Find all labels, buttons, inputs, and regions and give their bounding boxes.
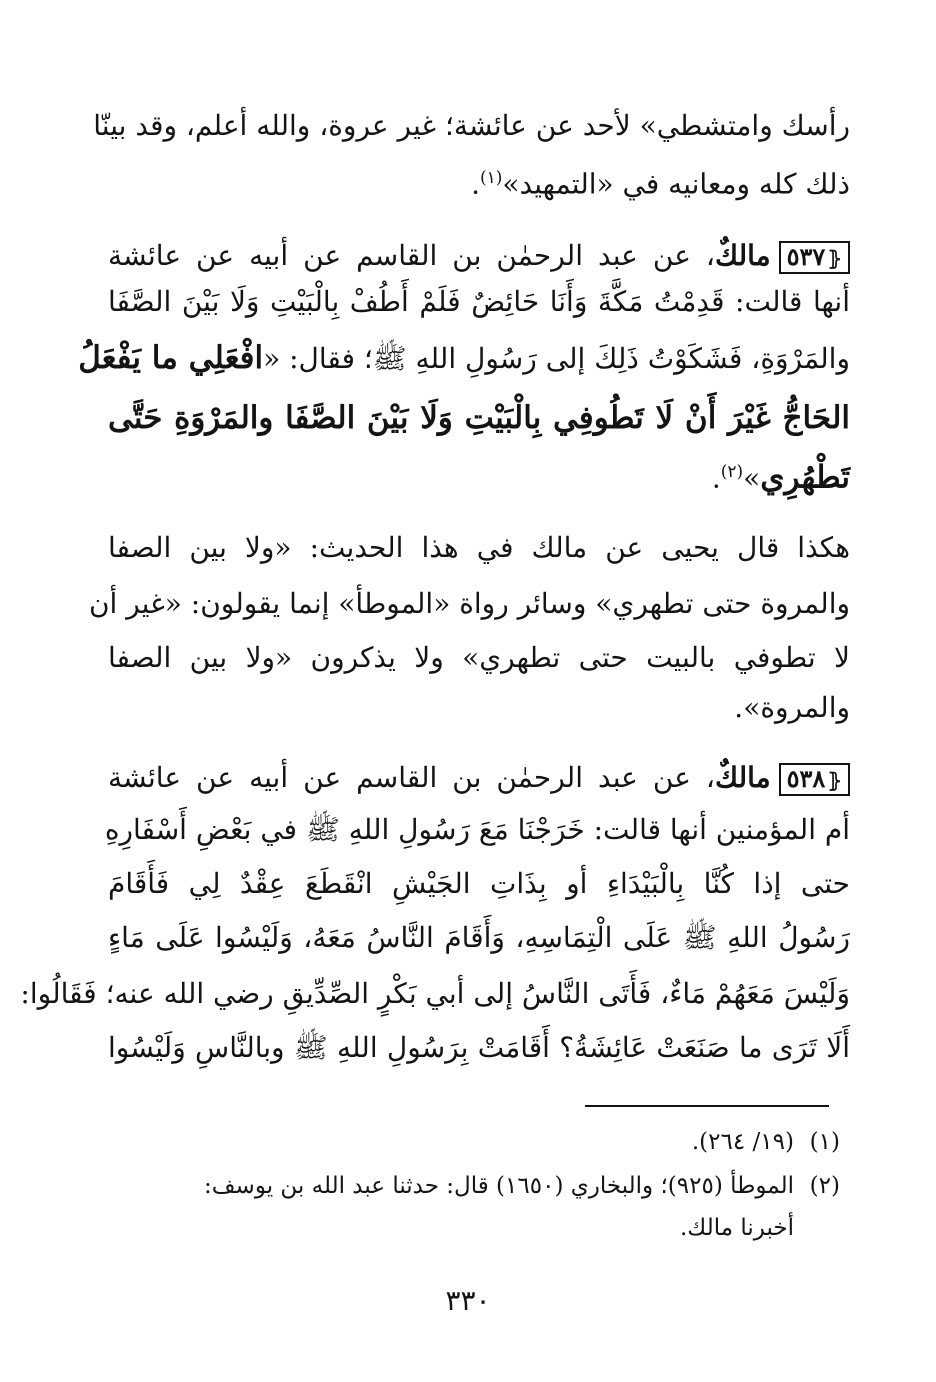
text-line: لا تطوفي بالبيت حتى تطهري» ولا يذكرون «ولا بين الصفا: [108, 641, 850, 674]
text-span: ذلك كله ومعانيه في «التمهيد»: [502, 167, 850, 201]
text-line: رَسُولُ اللهِ ﷺ عَلَى الْتِمَاسِهِ، وَأَقَامَ النَّاسُ مَعَهُ، وَلَيْسُوا عَلَى مَاءٍ: [108, 921, 850, 954]
hadith-text-bold-line: الحَاجُّ غَيْرَ أَنْ لَا تَطُوفِي بِالْبَيْتِ وَلَا بَيْنَ الصَّفَا والمَرْوَةِ حَتَّى: [108, 400, 850, 436]
text-line: وَلَيْسَ مَعَهُمْ مَاءٌ، فَأَتَى النَّاسُ إلى أبي بَكْرٍ الصِّدِّيقِ رضي الله عنه؛ فَقَالُوا:: [20, 977, 850, 1010]
footnote-2: [104, 1166, 840, 1206]
text-span: »: [743, 461, 761, 495]
hadith-text-bold: تَطْهُرِي: [760, 459, 850, 496]
text-line: أنها قالت: قَدِمْتُ مَكَّةَ وَأَنَا حَائِضٌ فَلَمْ أَطُفْ بِالْبَيْتِ وَلَا بَيْنَ الصَّفَا: [108, 285, 850, 318]
text-span: .: [471, 167, 480, 201]
footnote-text: (١٩/ ٢٦٤).: [691, 1129, 794, 1155]
text-span: والمَرْوَةِ، فَشَكَوْتُ ذَلِكَ إلى رَسُولِ اللهِ ﷺ؛ فقال: «: [263, 342, 850, 375]
footnote-ref: (٢): [720, 462, 744, 482]
text-line: [108, 444, 850, 500]
hadith-number-box: ⦃ ٥٣٧: [779, 241, 850, 274]
text-line: رأسك وامتشطي» لأحد عن عائشة؛ غير عروة، والله أعلم، وقد بينّا: [93, 109, 850, 142]
hadith-538-line: [108, 750, 850, 806]
text-line: هكذا قال يحيى عن مالك في هذا الحديث: «ولا بين الصفا: [108, 531, 850, 564]
footnote-1: [104, 1122, 840, 1162]
text-line: [108, 150, 850, 206]
text-line: والمروة حتى تطهري» وسائر رواة «الموطأ» إنما يقولون: «غير أن: [88, 587, 850, 620]
text-line: والمروة».: [734, 691, 850, 724]
text-line: أَلَا تَرَى ما صَنَعَتْ عَائِشَةُ؟ أَقَامَتْ بِرَسُولِ اللهِ ﷺ وبالنَّاسِ وَلَيْسُوا: [108, 1031, 850, 1064]
footnote-ref: (١): [479, 168, 503, 188]
footnote-2-continuation: أخبرنا مالك.: [680, 1215, 794, 1241]
text-line: [78, 330, 850, 386]
page-number: ٣٣٠: [445, 1284, 491, 1317]
footnote-mark: (٢): [809, 1173, 840, 1199]
footnote-mark: (١): [809, 1129, 840, 1155]
text-span: .: [711, 461, 721, 495]
footnote-separator: [585, 1105, 829, 1107]
hadith-number-box: ⦃ ٥٣٨: [779, 763, 850, 796]
text-span: ، عن عبد الرحمٰن بن القاسم عن أبيه عن عائشة: [108, 239, 715, 272]
text-line: أم المؤمنين أنها قالت: خَرَجْنَا مَعَ رَسُولِ اللهِ ﷺ في بَعْضِ أَسْفَارِهِ: [104, 813, 850, 846]
footnote-text: الموطأ (٩٢٥)؛ والبخاري (١٦٥٠) قال: حدثنا عبد الله بن يوسف:: [203, 1173, 794, 1199]
narrator-name: مالكٌ: [714, 239, 771, 272]
text-span: ، عن عبد الرحمٰن بن القاسم عن أبيه عن عائشة: [108, 761, 715, 794]
text-line: حتى إذا كُنَّا بِالْبَيْدَاءِ أو بِذَاتِ الجَيْشِ انْقَطَعَ عِقْدٌ لِي فَأَقَامَ: [108, 867, 850, 900]
narrator-name: مالكٌ: [714, 761, 771, 794]
hadith-text-bold: افْعَلِي ما يَفْعَلُ: [78, 340, 264, 376]
